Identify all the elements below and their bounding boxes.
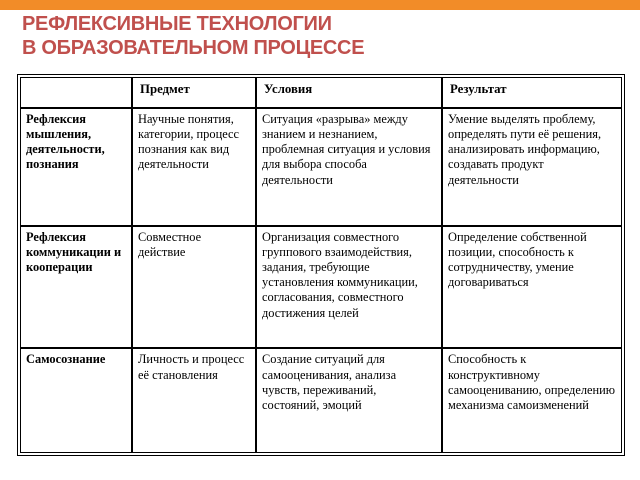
cell-conditions: Организация совместного группового взаимодействия, задания, требующие установления коммуникации, согласования, совместного достижения целей bbox=[256, 226, 442, 349]
table-row bbox=[20, 108, 622, 226]
row-label: Рефлексия мышления, деятельности, познания bbox=[20, 108, 132, 226]
cell-subject: Совместное действие bbox=[132, 226, 256, 349]
table-row bbox=[20, 226, 622, 349]
cell-subject: Личность и процесс её становления bbox=[132, 348, 256, 453]
header-result: Результат bbox=[442, 77, 622, 108]
cell-result: Умение выделять проблему, определять пути её решения, анализировать информацию, создавать продукт деятельности bbox=[442, 108, 622, 226]
page-title bbox=[22, 12, 622, 60]
table-row bbox=[20, 348, 622, 453]
row-label: Рефлексия коммуникации и кооперации bbox=[20, 226, 132, 349]
table-corner-cell bbox=[20, 77, 132, 108]
cell-result: Способность к конструктивному самооцениванию, определению механизма самоизменений bbox=[442, 348, 622, 453]
cell-subject: Научные понятия, категории, процесс познания как вид деятельности bbox=[132, 108, 256, 226]
page-title-line-1: РЕФЛЕКСИВНЫЕ ТЕХНОЛОГИИ bbox=[22, 13, 332, 35]
technologies-table-frame bbox=[17, 74, 625, 456]
header-subject: Предмет bbox=[132, 77, 256, 108]
top-accent-bar bbox=[0, 0, 640, 10]
cell-result: Определение собственной позиции, способность к сотрудничеству, умение договариваться bbox=[442, 226, 622, 349]
technologies-table bbox=[20, 77, 622, 453]
row-label: Самосознание bbox=[20, 348, 132, 453]
page-title-line-2: В ОБРАЗОВАТЕЛЬНОМ ПРОЦЕССЕ bbox=[22, 37, 365, 59]
header-conditions: Условия bbox=[256, 77, 442, 108]
cell-conditions: Создание ситуаций для самооценивания, анализа чувств, переживаний, состояний, эмоций bbox=[256, 348, 442, 453]
cell-conditions: Ситуация «разрыва» между знанием и незнанием, проблемная ситуация и условия для выбора способа деятельности bbox=[256, 108, 442, 226]
table-header-row bbox=[20, 77, 622, 108]
